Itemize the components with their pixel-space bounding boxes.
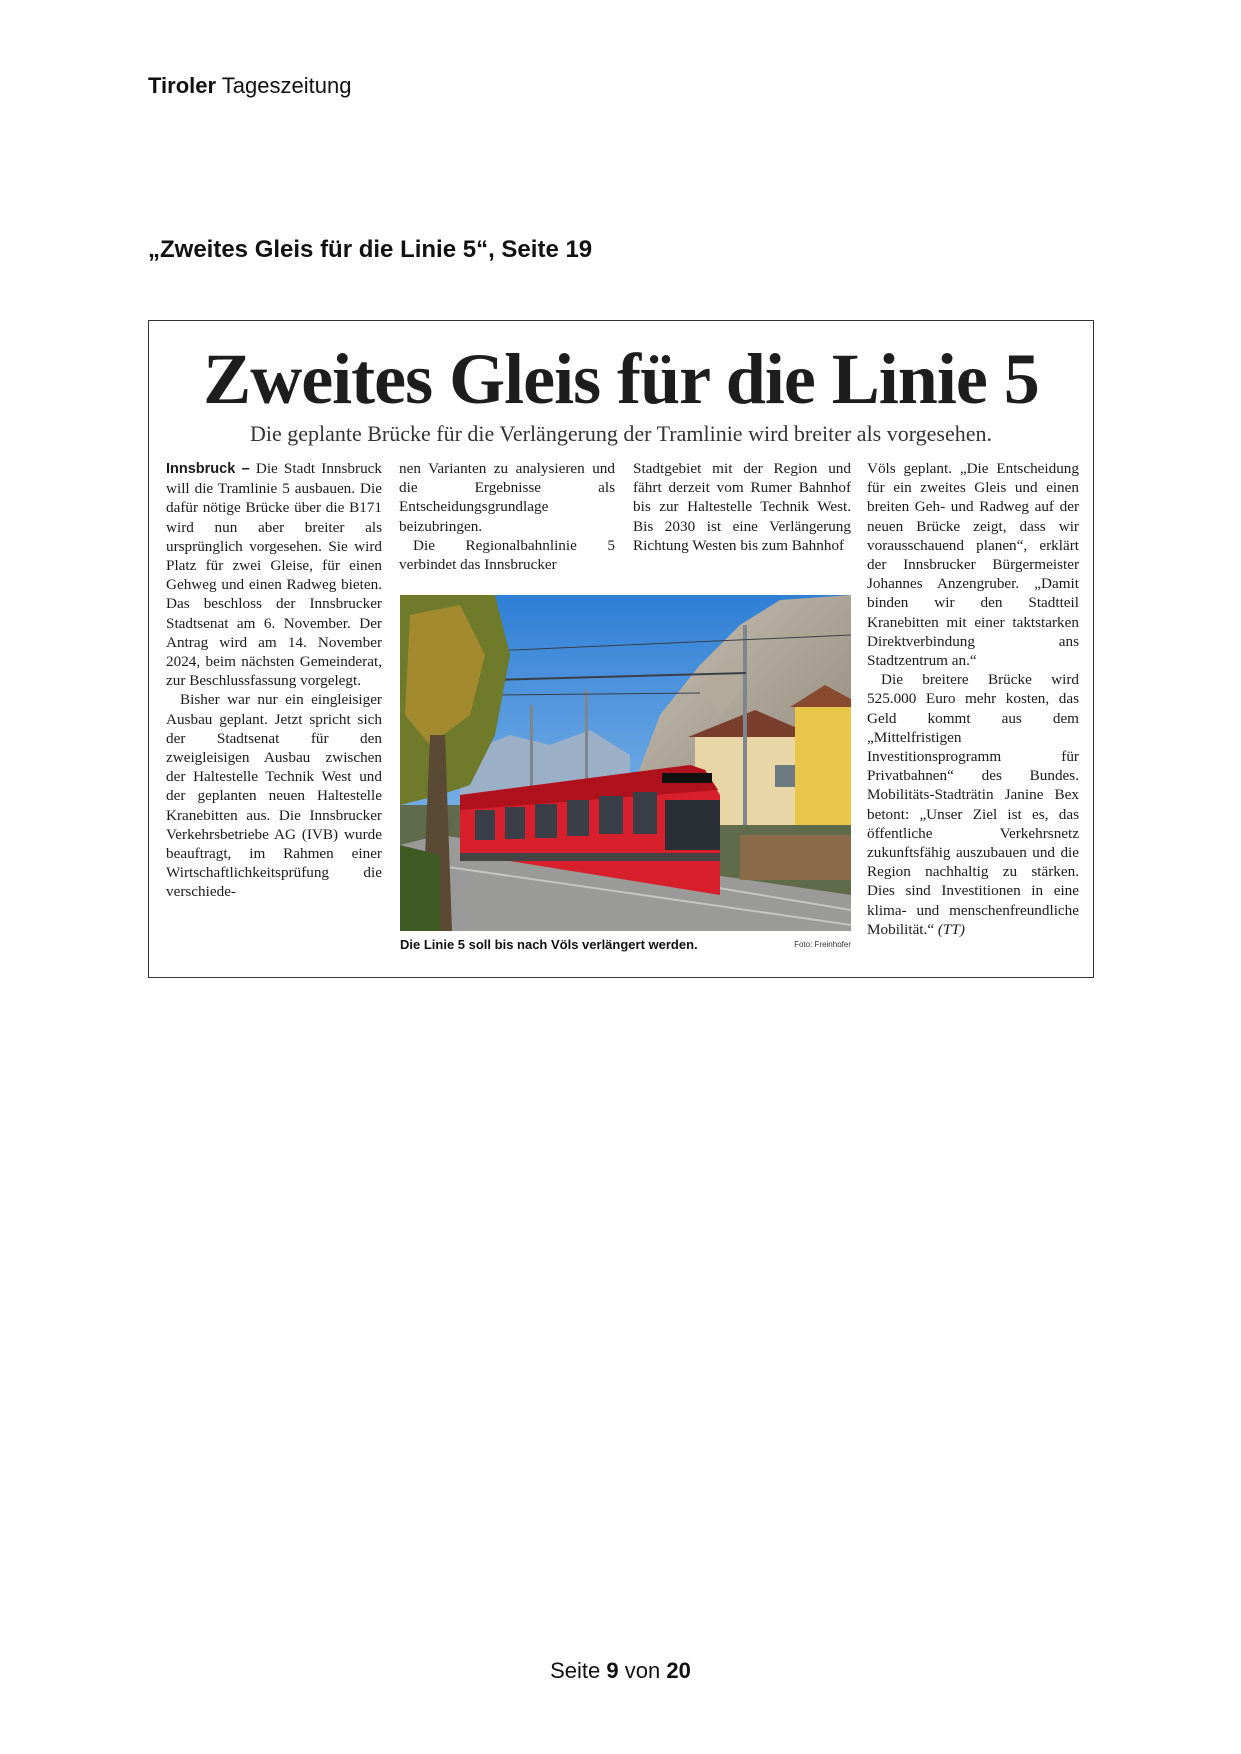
photo-caption: Die Linie 5 soll bis nach Völs verlängert werden.: [400, 937, 698, 952]
column-4-paragraph-1: Völs geplant. „Die Entscheidung für ein zweites Gleis und einen breiten Geh- und Radweg auf der neuen Brücke zeigt, dass wir vorausschauend planen“, erklärt der Innsbrucker Bürgermeister Johannes Anzengruber. „Damit binden wir den Stadtteil Kranebitten mit einer taktstarken Direktverbindung ans Stadtzentrum an.“: [867, 460, 1079, 670]
article-column-3: [633, 459, 851, 555]
footer-prefix: Seite: [550, 1658, 601, 1683]
publication-name-rest: Tageszeitung: [221, 73, 352, 98]
column-1-paragraph-1: Die Stadt Innsbruck will die Tramlinie 5 ausbauen. Die dafür nötige Brücke über die B171 wird nun aber breiter als ursprünglich vorgesehen. Sie wird Platz für zwei Gleise, für einen Gehweg und einen Radweg bieten. Das beschloss der Innsbrucker Stadtsenat am 6. November. Der Antrag wird am 14. November 2024, beim nächsten Gemeinderat, zur Beschlussfassung vorgelegt.: [166, 460, 383, 690]
article-column-2: [399, 459, 615, 574]
tram-photo: [400, 595, 851, 931]
column-1-paragraph-2: Bisher war nur ein eingleisiger Ausbau geplant. Jetzt spricht sich der Stadtsenat für den zweigleisigen Ausbau zwischen der Haltestelle Technik West und der geplanten neuen Haltestelle Kranebitten aus. Die Innsbrucker Verkehrsbetriebe AG (IVB) wurde beauftragt, im Rahmen einer Wirtschaftlichkeitsprüfung die verschiede-: [166, 691, 382, 901]
column-2-paragraph-1: nen Varianten zu analysieren und die Ergebnisse als Entscheidungsgrundlage beizubringen.: [399, 460, 615, 535]
column-4-paragraph-2: Die breitere Brücke wird 525.000 Euro mehr kosten, das Geld kommt aus dem „Mittelfristigen Investitionsprogramm für Privatbahnen“ des Bundes. Mobilitäts-Stadträtin Janine Bex betont: „Unser Ziel ist es, das öffentliche Verkehrsnetz zukunftsfähig auszubauen und die Region nachhaltig zu stärken. Dies sind Investitionen in eine klima- und menschenfreundliche Mobilität.“: [867, 671, 1079, 938]
footer-page-number: 9: [606, 1658, 619, 1683]
article-subheadline: Die geplante Brücke für die Verlängerung der Tramlinie wird breiter als vorgesehen.: [249, 421, 993, 446]
photo-caption-bar: [400, 935, 851, 955]
publication-name-bold: Tiroler: [148, 73, 217, 98]
footer-middle: von: [624, 1658, 661, 1683]
author-signature: (TT): [937, 920, 965, 938]
article-column-4: [867, 459, 1079, 939]
column-2-paragraph-2: Die Regionalbahnlinie 5 verbindet das Innsbrucker: [399, 536, 615, 574]
column-3-paragraph-1: Stadtgebiet mit der Region und fährt derzeit vom Rumer Bahnhof bis zur Haltestelle Technik West. Bis 2030 ist eine Verlängerung Richtung Westen bis zum Bahnhof: [633, 460, 851, 554]
footer-page-total: 20: [666, 1658, 691, 1683]
dateline: Innsbruck –: [166, 461, 250, 477]
photo-credit: Foto: Freinhofer: [794, 940, 851, 949]
article-reference: „Zweites Gleis für die Linie 5“, Seite 19: [148, 236, 593, 263]
page-footer: [0, 1658, 1241, 1684]
article-column-1: [166, 459, 382, 902]
article-headline: Zweites Gleis für die Linie 5: [203, 339, 1039, 419]
newspaper-clipping: [148, 320, 1094, 978]
publication-name: [148, 73, 351, 99]
